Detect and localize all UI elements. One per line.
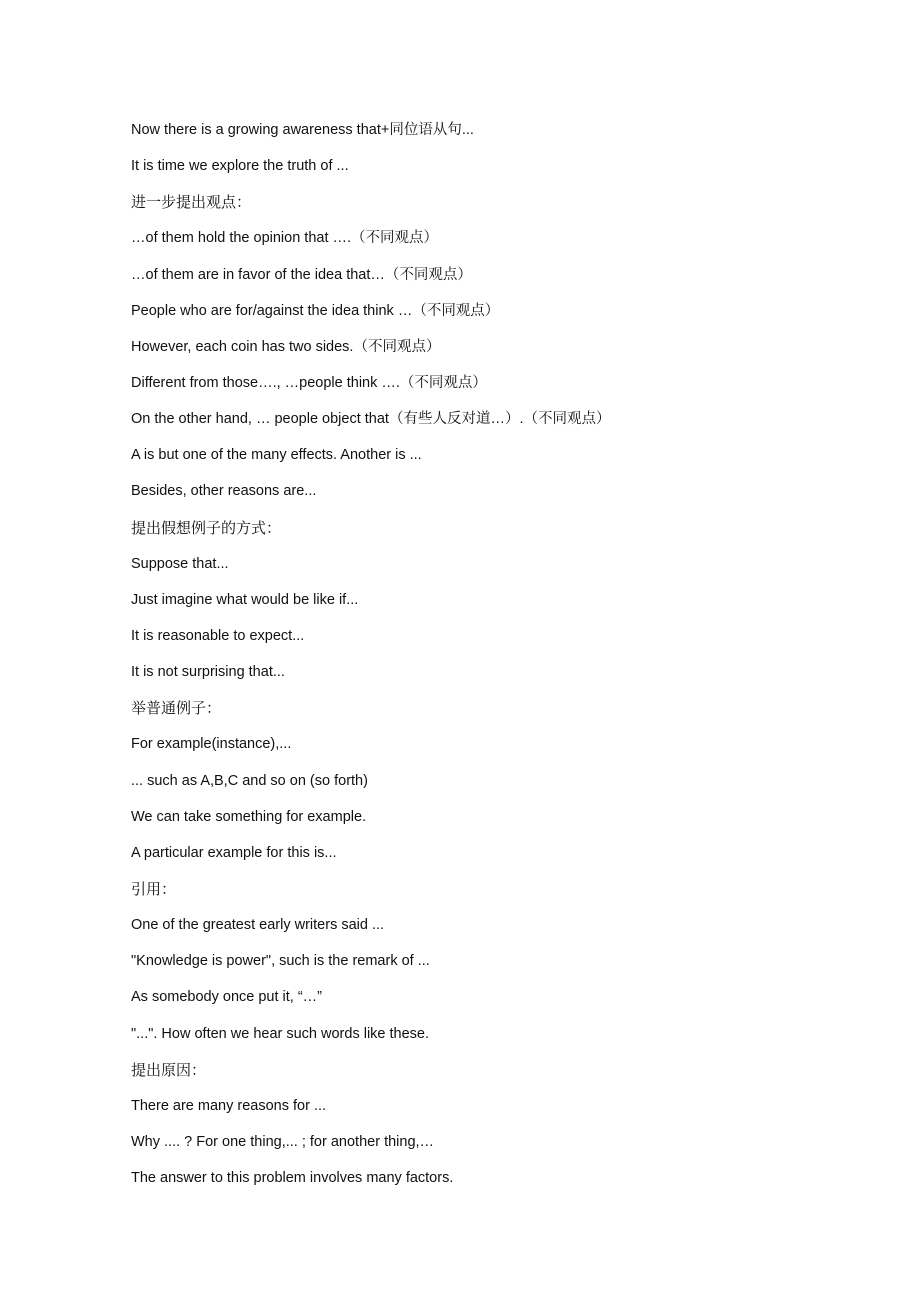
phrase-line: "Knowledge is power", such is the remark of ... <box>131 953 430 970</box>
text-body <box>131 118 891 1202</box>
phrase-line: On the other hand, … people object that（有些人反对道…）.（不同观点） <box>131 411 611 428</box>
section-heading: 提出假想例子的方式： <box>131 518 282 537</box>
phrase-line: One of the greatest early writers said ... <box>131 917 385 934</box>
phrase-line: It is reasonable to expect... <box>131 627 305 644</box>
phrase-line: Besides, other reasons are... <box>131 483 317 500</box>
phrase-line: A is but one of the many effects. Another is ... <box>131 447 422 464</box>
phrase-line: As somebody once put it, “…” <box>131 989 322 1006</box>
section-heading: 引用： <box>131 879 177 898</box>
phrase-line: "...". How often we hear such words like these. <box>131 1025 430 1042</box>
phrase-line: We can take something for example. <box>131 808 367 825</box>
phrase-line: Just imagine what would be like if... <box>131 591 359 608</box>
phrase-line: There are many reasons for ... <box>131 1097 327 1114</box>
phrase-line: Why .... ? For one thing,... ; for another thing,… <box>131 1133 435 1150</box>
phrase-line: It is time we explore the truth of ... <box>131 158 349 175</box>
phrase-line: For example(instance),... <box>131 736 292 753</box>
section-heading: 举普通例子： <box>131 699 222 718</box>
phrase-line: It is not surprising that... <box>131 664 285 681</box>
section-heading: 提出原因： <box>131 1060 207 1079</box>
phrase-line: Now there is a growing awareness that+同位语从句... <box>131 122 474 138</box>
phrase-line: ... such as A,B,C and so on (so forth) <box>131 772 368 789</box>
phrase-line: …of them are in favor of the idea that…（不同观点） <box>131 266 472 283</box>
phrase-line: A particular example for this is... <box>131 844 337 861</box>
phrase-line: However, each coin has two sides.（不同观点） <box>131 338 441 355</box>
phrase-line: Different from those…., …people think ….（不同观点） <box>131 374 487 391</box>
section-heading: 进一步提出观点： <box>131 193 252 212</box>
phrase-line: …of them hold the opinion that ….（不同观点） <box>131 230 439 247</box>
phrase-line: Suppose that... <box>131 555 229 572</box>
phrase-line: The answer to this problem involves many factors. <box>131 1170 454 1187</box>
phrase-line: People who are for/against the idea think …（不同观点） <box>131 302 500 319</box>
